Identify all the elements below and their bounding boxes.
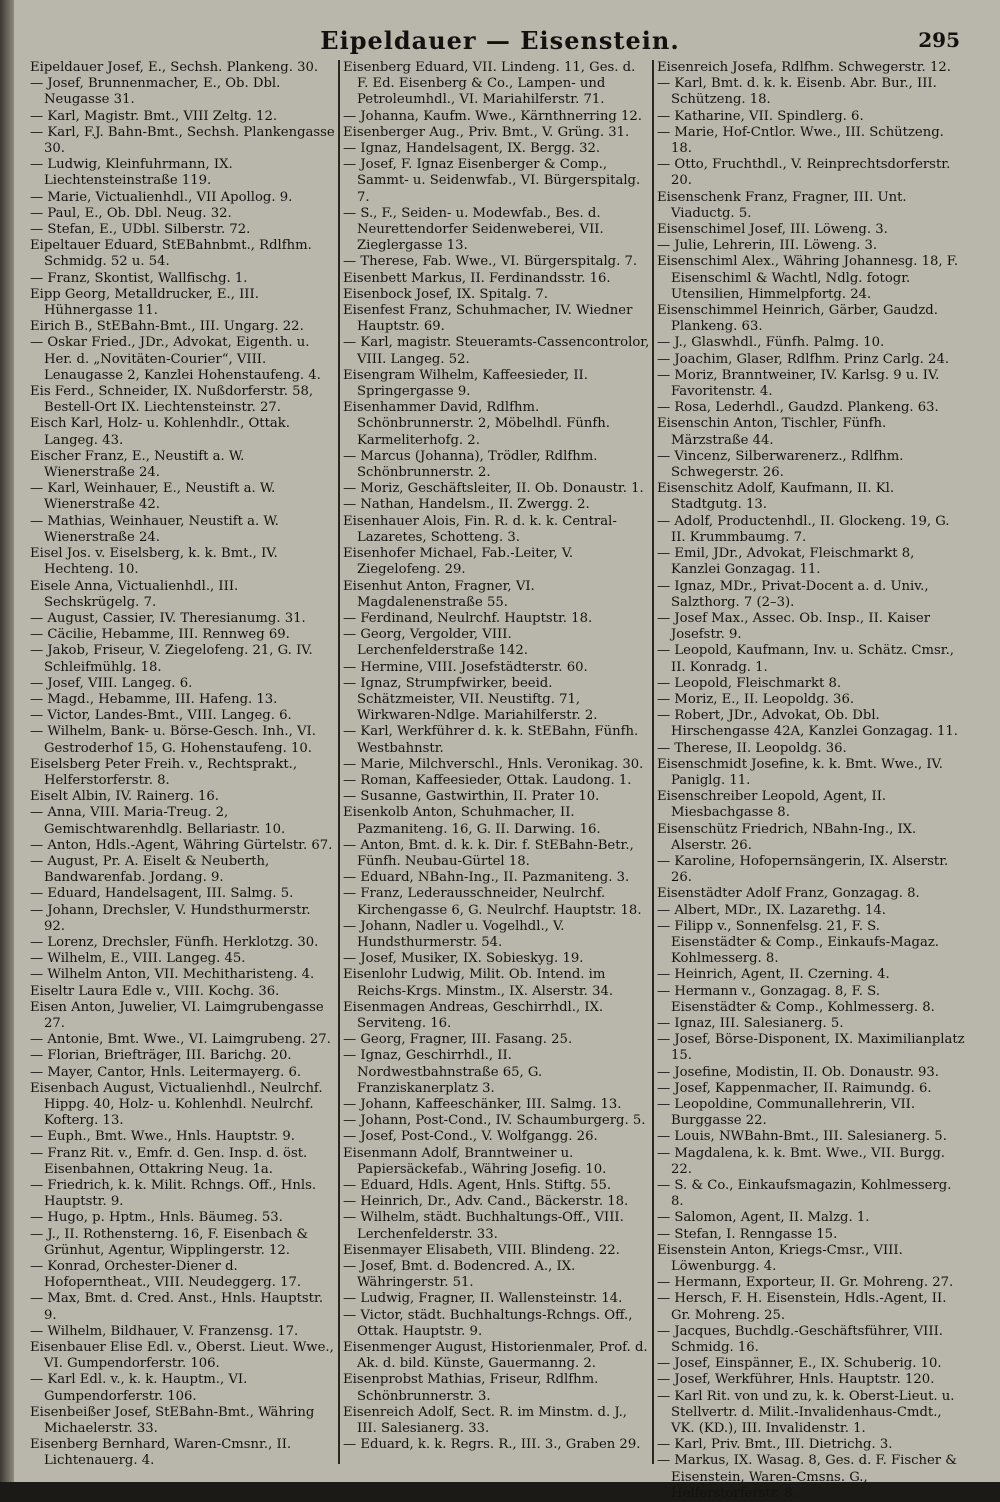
directory-entry: Eisenmayer Elisabeth, VIII. Blindeng. 22. bbox=[343, 1242, 620, 1258]
directory-entry: — Paul, E., Ob. Dbl. Neug. 32. bbox=[30, 205, 232, 221]
directory-entry: Eischer Franz, E., Neustift a. W. Wienerstraße 24. bbox=[30, 448, 245, 481]
directory-entry: — Robert, JDr., Advokat, Ob. Dbl. Hirschengasse 42A, Kanzlei Gonzagag. 11. bbox=[657, 708, 958, 740]
directory-entry: — Friedrich, k. k. Milit. Rchngs. Off., Hnls. Hauptstr. 9. bbox=[30, 1178, 317, 1210]
directory-entry: — S. & Co., Einkaufsmagazin, Kohlmesserg. 8. bbox=[657, 1178, 952, 1210]
directory-entry: — Josef, Brunnenmacher, E., Ob. Dbl. Neugasse 31. bbox=[30, 76, 281, 108]
directory-entry: Eisenstädter Adolf Franz, Gonzagag. 8. bbox=[657, 886, 920, 902]
directory-entry: — Albert, MDr., IX. Lazarethg. 14. bbox=[657, 902, 886, 918]
directory-entry: — Josef, Post-Cond., V. Wolfgangg. 26. bbox=[343, 1129, 598, 1145]
directory-entry: — Ferdinand, Neulrchf. Hauptstr. 18. bbox=[343, 610, 593, 626]
directory-entry: — Ignaz, Strumpfwirker, beeid. Schätzmeister, VII. Neustiftg. 71, Wirkwaren-Ndlge. Mariahilferstr. 2. bbox=[343, 675, 598, 724]
directory-entry: — Stefan, I. Renngasse 15. bbox=[657, 1226, 838, 1242]
directory-entry: — Hugo, p. Hptm., Hnls. Bäumeg. 53. bbox=[30, 1210, 283, 1226]
directory-entry: Eisenprobst Mathias, Friseur, Rdlfhm. Schönbrunnerstr. 3. bbox=[343, 1372, 599, 1404]
directory-entry: — Victor, städt. Buchhaltungs-Rchngs. Off., Ottak. Hauptstr. 9. bbox=[343, 1307, 633, 1339]
directory-entry: — Johann, Post-Cond., IV. Schaumburgerg. 5. bbox=[343, 1113, 646, 1129]
directory-entry: — Vincenz, Silberwarenerz., Rdlfhm. Schwegerstr. 26. bbox=[657, 448, 904, 481]
directory-entry: Eis Ferd., Schneider, IX. Nußdorferstr. 58, Bestell-Ort IX. Liechtensteinstr. 27. bbox=[30, 384, 314, 416]
directory-entry: — Joachim, Glaser, Rdlfhm. Prinz Carlg. 24. bbox=[657, 351, 950, 367]
directory-entry: — Josef, VIII. Langeg. 6. bbox=[30, 675, 193, 691]
directory-entry: — Ignaz, Handelsagent, IX. Bergg. 32. bbox=[343, 141, 601, 157]
directory-entry: Eisenfest Franz, Schuhmacher, IV. Wiedner Hauptstr. 69. bbox=[343, 303, 633, 335]
directory-entry: — Adolf, Productenhdl., II. Glockeng. 19, G. II. Krummbaumg. 7. bbox=[657, 513, 950, 545]
directory-entry: — Anton, Hdls.-Agent, Währing Gürtelstr. 67. bbox=[30, 837, 333, 853]
directory-entry: — Karl, Werkführer d. k. k. StEBahn, Fünfh. Westbahnstr. bbox=[343, 724, 639, 756]
directory-entry: — Marcus (Johanna), Trödler, Rdlfhm. Schönbrunnerstr. 2. bbox=[343, 448, 598, 481]
directory-entry: — Ludwig, Fragner, II. Wallensteinstr. 14. bbox=[343, 1291, 623, 1307]
column-1 bbox=[30, 60, 335, 1469]
directory-entry: — Wilhelm, Bildhauer, V. Franzensg. 17. bbox=[30, 1323, 299, 1339]
directory-entry: Eirich B., StEBahn-Bmt., III. Ungarg. 22. bbox=[30, 319, 304, 335]
directory-entry: — Jakob, Friseur, V. Ziegelofeng. 21, G. IV. Schleifmühlg. 18. bbox=[30, 643, 313, 675]
directory-entry: — Oskar Fried., JDr., Advokat, Eigenth. u. Her. d. „Novitäten-Courier“, VIII. Lenaugasse 2, Kanzlei Hohenstaufeng. 4. bbox=[30, 335, 321, 383]
directory-entry: Eisenreich Josefa, Rdlfhm. Schwegerstr. 12. bbox=[657, 60, 951, 75]
directory-entry: — Therese, Fab. Wwe., VI. Bürgerspitalg. 7. bbox=[343, 254, 638, 270]
directory-entry: — Johanna, Kaufm. Wwe., Kärnthnerring 12. bbox=[343, 108, 642, 124]
directory-entry: — Katharine, VII. Spindlerg. 6. bbox=[657, 108, 864, 124]
directory-entry: Eipeltauer Eduard, StEBahnbmt., Rdlfhm. Schmidg. 52 u. 54. bbox=[30, 238, 312, 270]
directory-entry: Eisenlohr Ludwig, Milit. Ob. Intend. im Reichs-Krgs. Minstm., IX. Alserstr. 34. bbox=[343, 967, 614, 999]
directory-entry: — Josef, Börse-Disponent, IX. Maximilianplatz 15. bbox=[657, 1032, 965, 1064]
directory-entry: — August, Pr. A. Eiselt & Neuberth, Bandwarenfab. Jordang. 9. bbox=[30, 853, 270, 886]
directory-entry: Eisenschiml Alex., Währing Johannesg. 18, F. Eisenschiml & Wachtl, Ndlg. fotogr. Utensilien, Himmelpfortg. 24. bbox=[657, 254, 959, 302]
directory-entry: — Karl Edl. v., k. k. Hauptm., VI. Gumpendorferstr. 106. bbox=[30, 1372, 248, 1404]
directory-entry: — Rosa, Lederhdl., Gaudzd. Plankeng. 63. bbox=[657, 400, 939, 416]
directory-entry: — Mathias, Weinhauer, Neustift a. W. Wienerstraße 24. bbox=[30, 513, 279, 545]
column-divider bbox=[652, 60, 654, 1464]
directory-entry: Eisel Jos. v. Eiselsberg, k. k. Bmt., IV. Hechteng. 10. bbox=[30, 546, 278, 578]
directory-entry: Eisenhauer Alois, Fin. R. d. k. k. Central-Lazaretes, Schotteng. 3. bbox=[343, 513, 617, 545]
directory-entry: — Leopoldine, Communallehrerin, VII. Burggasse 22. bbox=[657, 1097, 916, 1129]
directory-entry: Eisenschimmel Heinrich, Gärber, Gaudzd. Plankeng. 63. bbox=[657, 303, 938, 335]
directory-entry: — Josefine, Modistin, II. Ob. Donaustr. 93. bbox=[657, 1064, 939, 1080]
directory-entry: — Wilhelm, E., VIII. Langeg. 45. bbox=[30, 951, 246, 967]
directory-entry: — Anna, VIII. Maria-Treug. 2, Gemischtwarenhdlg. Bellariastr. 10. bbox=[30, 805, 286, 837]
directory-entry: — Hersch, F. H. Eisenstein, Hdls.-Agent, II. Gr. Mohreng. 25. bbox=[657, 1291, 947, 1323]
directory-entry: — Karl, Weinhauer, E., Neustift a. W. Wienerstraße 42. bbox=[30, 481, 276, 513]
column-2 bbox=[343, 60, 650, 1464]
directory-entry: — Florian, Briefträger, III. Barichg. 20. bbox=[30, 1048, 292, 1064]
directory-entry: Eiselsberg Peter Freih. v., Rechtsprakt., Helferstorferstr. 8. bbox=[30, 756, 298, 788]
directory-entry: — Cäcilie, Hebamme, III. Rennweg 69. bbox=[30, 627, 290, 643]
directory-entry: — J., Glaswhdl., Fünfh. Palmg. 10. bbox=[657, 335, 885, 351]
directory-entry: — Karl, Priv. Bmt., III. Dietrichg. 3. bbox=[657, 1437, 893, 1453]
directory-entry: — Filipp v., Sonnenfelsg. 21, F. S. Eisenstädter & Comp., Einkaufs-Magaz. Kohlmesserg. 8. bbox=[657, 918, 939, 967]
directory-entry: — Lorenz, Drechsler, Fünfh. Herklotzg. 30. bbox=[30, 934, 319, 950]
directory-entry: — Marie, Milchverschl., Hnls. Veronikag. 30. bbox=[343, 756, 644, 772]
directory-entry: Eisenschmidt Josefine, k. k. Bmt. Wwe., IV. Paniglg. 11. bbox=[657, 756, 943, 788]
directory-entry: — Karl, magistr. Steueramts-Cassencontrolor, VIII. Langeg. 52. bbox=[343, 335, 650, 367]
directory-entry: — Konrad, Orchester-Diener d. Hofoperntheat., VIII. Neudeggerg. 17. bbox=[30, 1259, 302, 1291]
directory-entry: — Heinrich, Dr., Adv. Cand., Bäckerstr. 18. bbox=[343, 1194, 629, 1210]
directory-entry: Eisenschimel Josef, III. Löweng. 3. bbox=[657, 222, 888, 238]
directory-entry: — Josef, Kappenmacher, II. Raimundg. 6. bbox=[657, 1080, 932, 1096]
directory-entry: — Therese, II. Leopoldg. 36. bbox=[657, 740, 847, 756]
directory-entry: Eisenhut Anton, Fragner, VI. Magdalenenstraße 55. bbox=[343, 578, 535, 610]
directory-entry: — S., F., Seiden- u. Modewfab., Bes. d. Neurettendorfer Seidenweberei, VII. Zieglergasse 13. bbox=[343, 205, 604, 254]
directory-entry: — Karl Rit. von und zu, k. k. Oberst-Lieut. u. Stellvertr. d. Milit.-Invalidenhaus-Cmdt., VK. (KD.), III. Invalidenstr. 1. bbox=[657, 1388, 955, 1437]
directory-entry: — Marie, Victualienhdl., VII Apollog. 9. bbox=[30, 189, 293, 205]
directory-entry: — Karl, F.J. Bahn-Bmt., Sechsh. Plankengasse 30. bbox=[30, 124, 335, 157]
directory-entry: Eisenstein Anton, Kriegs-Cmsr., VIII. Löwenburgg. 4. bbox=[657, 1242, 903, 1275]
directory-entry: — Josef, Einspänner, E., IX. Schuberig. 10. bbox=[657, 1356, 942, 1372]
directory-entry: Eisenhofer Michael, Fab.-Leiter, V. Ziegelofeng. 29. bbox=[343, 546, 574, 578]
page-edge bbox=[0, 0, 14, 1482]
directory-entry: — Max, Bmt. d. Cred. Anst., Hnls. Hauptstr. 9. bbox=[30, 1291, 324, 1323]
directory-entry: — Salomon, Agent, II. Malzg. 1. bbox=[657, 1210, 870, 1226]
directory-entry: — Josef Max., Assec. Ob. Insp., II. Kaiser Josefstr. 9. bbox=[657, 610, 930, 643]
directory-entry: Eisenberg Bernhard, Waren-Cmsnr., II. Lichtenauerg. 4. bbox=[30, 1437, 292, 1469]
directory-entry: Eisenschitz Adolf, Kaufmann, II. Kl. Stadtgutg. 13. bbox=[657, 481, 895, 513]
directory-entry: Eiseltr Laura Edle v., VIII. Kochg. 36. bbox=[30, 983, 280, 999]
directory-entry: — Jacques, Buchdlg.-Geschäftsführer, VIII. Schmidg. 16. bbox=[657, 1323, 943, 1356]
directory-entry: — Wilhelm Anton, VII. Mechitharisteng. 4. bbox=[30, 967, 315, 983]
directory-entry: — Stefan, E., UDbl. Silberstr. 72. bbox=[30, 222, 251, 238]
directory-entry: — Hermann v., Gonzagag. 8, F. S. Eisenstädter & Comp., Kohlmesserg. 8. bbox=[657, 983, 935, 1015]
directory-entry: Eisenbauer Elise Edl. v., Oberst. Lieut. Wwe., VI. Gumpendorferstr. 106. bbox=[30, 1340, 334, 1372]
directory-entry: Eipeldauer Josef, E., Sechsh. Plankeng. 30. bbox=[30, 60, 319, 75]
directory-entry: — Euph., Bmt. Wwe., Hnls. Hauptstr. 9. bbox=[30, 1129, 295, 1145]
directory-entry: — Roman, Kaffeesieder, Ottak. Laudong. 1. bbox=[343, 772, 632, 788]
directory-entry: Eisenberg Eduard, VII. Lindeng. 11, Ges. d. F. Ed. Eisenberg & Co., Lampen- und Petroleumhdl., VI. Mariahilferstr. 71. bbox=[343, 60, 636, 108]
directory-entry: Eisenhammer David, Rdlfhm. Schönbrunnerstr. 2, Möbelhdl. Fünfh. Karmeliterhofg. 2. bbox=[343, 400, 610, 448]
directory-entry: — Louis, NWBahn-Bmt., III. Salesianerg. 5. bbox=[657, 1129, 947, 1145]
directory-entry: — Julie, Lehrerin, III. Löweng. 3. bbox=[657, 238, 878, 254]
directory-entry: Eisenmann Adolf, Branntweiner u. Papiersäckefab., Währing Josefig. 10. bbox=[343, 1145, 607, 1177]
directory-entry: Eisch Karl, Holz- u. Kohlenhdlr., Ottak. Langeg. 43. bbox=[30, 416, 290, 448]
directory-entry: — J., II. Rothensterng. 16, F. Eisenbach & Grünhut, Agentur, Wipplingerstr. 12. bbox=[30, 1226, 309, 1258]
directory-entry: Eisenschütz Friedrich, NBahn-Ing., IX. Alserstr. 26. bbox=[657, 821, 917, 853]
directory-entry: Eisenmenger August, Historienmaler, Prof. d. Ak. d. bild. Künste, Gauermanng. 2. bbox=[343, 1340, 648, 1372]
directory-entry: — Eduard, k. k. Regrs. R., III. 3., Graben 29. bbox=[343, 1437, 641, 1453]
directory-entry: — Eduard, Hdls. Agent, Hnls. Stiftg. 55. bbox=[343, 1178, 612, 1194]
directory-entry: — Antonie, Bmt. Wwe., VI. Laimgrubeng. 27. bbox=[30, 1032, 331, 1048]
directory-entry: — Magdalena, k. k. Bmt. Wwe., VII. Burgg. 22. bbox=[657, 1145, 945, 1177]
directory-entry: — Ignaz, Geschirrhdl., II. Nordwestbahnstraße 65, G. Franziskanerplatz 3. bbox=[343, 1048, 543, 1096]
directory-entry: Eisenschin Anton, Tischler, Fünfh. Märzstraße 44. bbox=[657, 416, 887, 448]
directory-entry: — Johann, Nadler u. Vogelhdl., V. Hundsthurmerstr. 54. bbox=[343, 918, 565, 950]
directory-entry: — Magd., Hebamme, III. Hafeng. 13. bbox=[30, 691, 278, 707]
directory-entry: — Moriz, Branntweiner, IV. Karlsg. 9 u. IV. Favoritenstr. 4. bbox=[657, 367, 940, 400]
directory-entry: — Mayer, Cantor, Hnls. Leitermayerg. 6. bbox=[30, 1064, 302, 1080]
directory-entry: Eipp Georg, Metalldrucker, E., III. Hühnergasse 11. bbox=[30, 286, 259, 319]
directory-entry: — Josef, Musiker, IX. Sobieskyg. 19. bbox=[343, 951, 584, 967]
directory-entry: — Eduard, NBahn-Ing., II. Pazmaniteng. 3. bbox=[343, 870, 630, 886]
directory-entry: Eisenreich Adolf, Sect. R. im Minstm. d. J., III. Salesianerg. 33. bbox=[343, 1404, 627, 1437]
running-title: Eipeldauer — Eisenstein. bbox=[320, 26, 680, 55]
directory-entry: Eisele Anna, Victualienhdl., III. Sechskrügelg. 7. bbox=[30, 578, 239, 610]
directory-entry: — Wilhelm, städt. Buchhaltungs-Off., VIII. Lerchenfelderstr. 33. bbox=[343, 1210, 624, 1242]
directory-entry: — Victor, Landes-Bmt., VIII. Langeg. 6. bbox=[30, 708, 292, 724]
directory-entry: Eisenschenk Franz, Fragner, III. Unt. Viaductg. 5. bbox=[657, 189, 907, 221]
directory-entry: Eisenkolb Anton, Schuhmacher, II. Pazmaniteng. 16, G. II. Darwing. 16. bbox=[343, 805, 601, 837]
directory-entry: — Johann, Drechsler, V. Hundsthurmerstr. 92. bbox=[30, 902, 311, 934]
directory-entry: — Karl, Magistr. Bmt., VIII Zeltg. 12. bbox=[30, 108, 278, 124]
directory-entry: — Wilhelm, Bank- u. Börse-Gesch. Inh., VI. Gestroderhof 15, G. Hohenstaufeng. 10. bbox=[30, 724, 316, 756]
directory-entry: — Marie, Hof-Cntlor. Wwe., III. Schützeng. 18. bbox=[657, 124, 944, 157]
directory-entry: Eisenbock Josef, IX. Spitalg. 7. bbox=[343, 286, 548, 302]
directory-entry: — Hermine, VIII. Josefstädterstr. 60. bbox=[343, 659, 588, 675]
directory-entry: — Moriz, Geschäftsleiter, II. Ob. Donaustr. 1. bbox=[343, 481, 644, 497]
directory-entry: — Franz, Lederausschneider, Neulrchf. Kirchengasse 6, G. Neulrchf. Hauptstr. 18. bbox=[343, 886, 642, 918]
directory-entry: — Ignaz, III. Salesianerg. 5. bbox=[657, 1015, 844, 1031]
directory-entry: — Eduard, Handelsagent, III. Salmg. 5. bbox=[30, 886, 294, 902]
directory-entry: — Moriz, E., II. Leopoldg. 36. bbox=[657, 691, 855, 707]
directory-entry: — Heinrich, Agent, II. Czerning. 4. bbox=[657, 967, 890, 983]
page-header bbox=[14, 22, 986, 58]
directory-entry: Eisenbeißer Josef, StEBahn-Bmt., Währing Michaelerstr. 33. bbox=[30, 1404, 315, 1437]
directory-entry: Eisenbett Markus, II. Ferdinandsstr. 16. bbox=[343, 270, 611, 286]
directory-entry: — Ludwig, Kleinfuhrmann, IX. Liechtensteinstraße 119. bbox=[30, 157, 233, 189]
column-divider bbox=[338, 60, 340, 1464]
directory-entry: — Hermann, Exporteur, II. Gr. Mohreng. 27. bbox=[657, 1275, 954, 1291]
directory-entry: — Josef, F. Ignaz Eisenberger & Comp., Sammt- u. Seidenwfab., VI. Bürgerspitalg. 7. bbox=[343, 157, 641, 205]
directory-entry: Eiselt Albin, IV. Rainerg. 16. bbox=[30, 789, 219, 805]
directory-entry: — Karoline, Hofopernsängerin, IX. Alserstr. 26. bbox=[657, 853, 949, 886]
directory-entry: Eisenbach August, Victualienhdl., Neulrchf. Hippg. 40, Holz- u. Kohlenhdl. Neulrchf. Kofterg. 13. bbox=[30, 1080, 323, 1129]
directory-entry: — Markus, IX. Wasag. 8, Ges. d. F. Fischer & Eisenstein, Waren-Cmsns. G., Helferstorferstr. 8. bbox=[657, 1453, 958, 1501]
directory-entry: — Susanne, Gastwirthin, II. Prater 10. bbox=[343, 789, 600, 805]
directory-entry: Eisen Anton, Juwelier, VI. Laimgrubengasse 27. bbox=[30, 999, 324, 1031]
directory-entry: — Ignaz, MDr., Privat-Docent a. d. Univ., Salzthorg. 7 (2–3). bbox=[657, 578, 929, 610]
directory-entry: — Anton, Bmt. d. k. k. Dir. f. StEBahn-Betr., Fünfh. Neubau-Gürtel 18. bbox=[343, 837, 634, 869]
directory-entry: Eisenschreiber Leopold, Agent, II. Miesbachgasse 8. bbox=[657, 789, 887, 821]
directory-entry: — Josef, Bmt. d. Bodencred. A., IX. Währingerstr. 51. bbox=[343, 1259, 576, 1291]
directory-entry: — Otto, Fruchthdl., V. Reinprechtsdorferstr. 20. bbox=[657, 157, 951, 189]
directory-entry: — Franz, Skontist, Wallfischg. 1. bbox=[30, 270, 248, 286]
directory-entry: — Karl, Bmt. d. k. k. Eisenb. Abr. Bur., III. Schützeng. 18. bbox=[657, 76, 937, 108]
directory-entry: — Nathan, Handelsm., II. Zwergg. 2. bbox=[343, 497, 590, 513]
directory-entry: — Leopold, Kaufmann, Inv. u. Schätz. Cmsr., II. Konradg. 1. bbox=[657, 643, 954, 675]
directory-entry: — Emil, JDr., Advokat, Fleischmarkt 8, Kanzlei Gonzagag. 11. bbox=[657, 546, 915, 578]
column-3 bbox=[657, 60, 966, 1501]
directory-entry: — Johann, Kaffeeschänker, III. Salmg. 13. bbox=[343, 1097, 622, 1112]
directory-entry: — Leopold, Fleischmarkt 8. bbox=[657, 675, 842, 691]
directory-entry: Eisengram Wilhelm, Kaffeesieder, II. Springergasse 9. bbox=[343, 367, 588, 400]
directory-entry: — Georg, Vergolder, VIII. Lerchenfelderstraße 142. bbox=[343, 627, 528, 659]
directory-entry: — Josef, Werkführer, Hnls. Hauptstr. 120. bbox=[657, 1372, 935, 1388]
directory-entry: — Georg, Fragner, III. Fasang. 25. bbox=[343, 1032, 573, 1048]
directory-entry: Eisenmagen Andreas, Geschirrhdl., IX. Serviteng. 16. bbox=[343, 999, 604, 1031]
page-number: 295 bbox=[918, 28, 960, 52]
directory-entry: — August, Cassier, IV. Theresianumg. 31. bbox=[30, 610, 306, 626]
directory-entry: Eisenberger Aug., Priv. Bmt., V. Grüng. 31. bbox=[343, 124, 630, 140]
directory-entry: — Franz Rit. v., Emfr. d. Gen. Insp. d. öst. Eisenbahnen, Ottakring Neug. 1a. bbox=[30, 1145, 308, 1177]
